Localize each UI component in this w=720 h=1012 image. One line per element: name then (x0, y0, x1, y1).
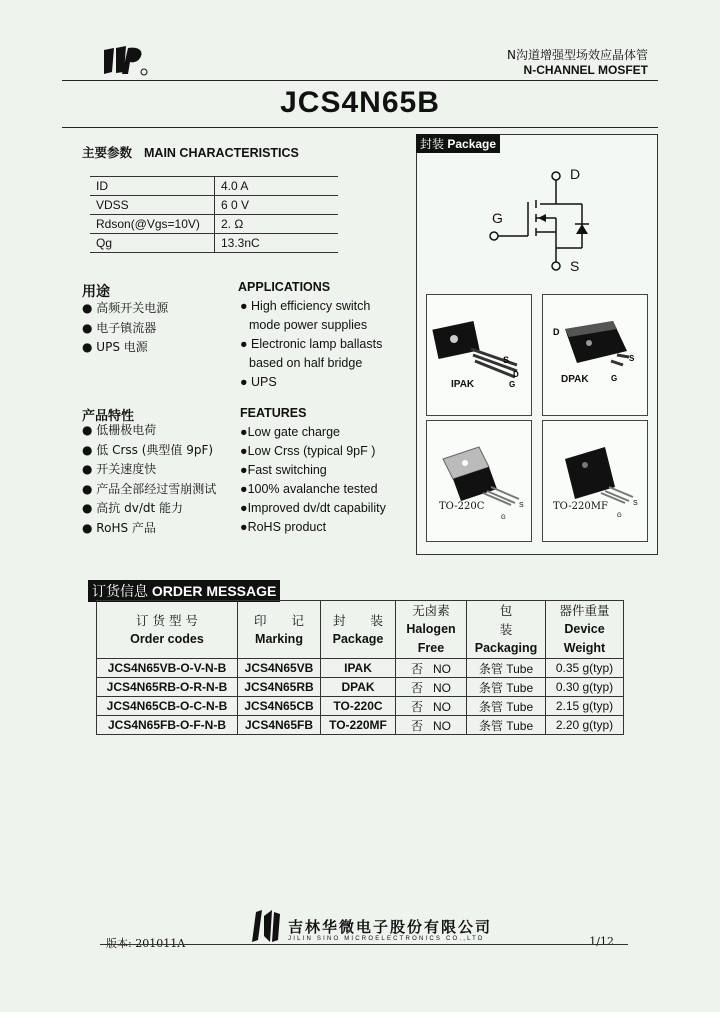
col-packaging: 包 装 Packaging (467, 601, 546, 659)
applications-list-en (240, 297, 382, 392)
package-label: IPAK (451, 379, 475, 390)
features-list-cn (82, 421, 216, 538)
pin-label-gate: G (492, 210, 503, 226)
table-row: JCS4N65FB-O-F-N-B JCS4N65FB TO-220MF 否 NO 条管 Tube 2.20 g(typ) (97, 716, 624, 735)
main-characteristics-heading: 主要参数 MAIN CHARACTERISTICS (82, 145, 299, 160)
svg-text:G: G (509, 380, 516, 389)
list-item: ● 开关速度快 (82, 462, 157, 476)
col-marking: 印 记 Marking (238, 601, 321, 659)
company-logo (100, 42, 150, 78)
package-dpak (542, 294, 648, 416)
list-item: ● RoHS 产品 (82, 520, 156, 535)
header-divider (62, 80, 658, 81)
param-row: VDSS 6 0 V (90, 196, 338, 215)
param-row: Qg 13.3nC (90, 234, 338, 253)
package-label: TO-220C (439, 501, 485, 512)
subtitle-cn: N沟道增强型场效应晶体管 (507, 48, 648, 62)
table-row: JCS4N65VB-O-V-N-B JCS4N65VB IPAK 否 NO 条管 Tube 0.35 g(typ) (97, 659, 624, 678)
table-row: JCS4N65RB-O-R-N-B JCS4N65RB DPAK 否 NO 条管 Tube 0.30 g(typ) (97, 678, 624, 697)
list-item: ● 产品全部经过雪崩测试 (82, 481, 217, 496)
param-row: ID 4.0 A (90, 177, 338, 196)
list-item: ●RoHS product (240, 520, 327, 534)
order-heading: 订货信息 ORDER MESSAGE (88, 580, 280, 602)
package-heading: 封装 Package (416, 134, 500, 153)
order-header-row (97, 601, 624, 659)
list-item: ● 高频开关电源 (82, 301, 169, 315)
ipak-chip-icon (427, 295, 531, 415)
list-item: ● 高抗 dv/dt 能力 (82, 501, 184, 515)
list-item: ● Electronic lamp ballasts (240, 337, 383, 351)
package-label: DPAK (561, 374, 589, 385)
svg-text:G: G (501, 515, 506, 521)
list-item: ● High efficiency switch (240, 299, 371, 313)
mosfet-symbol (486, 166, 606, 278)
dpak-chip-icon (543, 295, 647, 415)
pin-label-source: S (570, 258, 580, 274)
main-characteristics-table (90, 176, 338, 253)
list-item: ●Low gate charge (240, 425, 340, 439)
features-list-en (240, 423, 386, 537)
to220mf-chip-icon (543, 421, 647, 541)
subtitle-en: N-CHANNEL MOSFET (523, 63, 648, 77)
svg-text:S: S (519, 502, 524, 509)
page-number: 1/12 (589, 935, 614, 948)
list-item: ● 低 Crss (典型值 9pF) (82, 442, 214, 457)
applications-heading-en: APPLICATIONS (238, 280, 331, 294)
table-row: JCS4N65CB-O-C-N-B JCS4N65CB TO-220C 否 NO 条管 Tube 2.15 g(typ) (97, 697, 624, 716)
to220c-chip-icon (427, 421, 531, 541)
part-number-title: JCS4N65B (280, 86, 440, 119)
svg-text:S: S (633, 500, 638, 507)
pin-label-drain: D (570, 166, 581, 182)
applications-list-cn (82, 299, 168, 358)
svg-text:G: G (611, 374, 618, 383)
list-item: ●Fast switching (240, 463, 327, 477)
svg-text:G: G (617, 513, 622, 519)
list-item: ●100% avalanche tested (240, 482, 378, 496)
company-name-en: JILIN SINO MICROELECTRONICS CO.,LTD (288, 936, 485, 942)
col-package: 封 装 Package (321, 601, 396, 659)
col-weight: 器件重量 Device Weight (546, 601, 624, 659)
list-item-cont: based on half bridge (249, 356, 363, 370)
list-item: ●Low Crss (typical 9pF ) (240, 444, 376, 458)
version-label: 版本: 201011A (106, 937, 186, 950)
company-name-cn: 吉林华微电子股份有限公司 (288, 918, 493, 936)
param-row: Rdson(@Vgs=10V) 2. Ω (90, 215, 338, 234)
list-item: ● 低栅极电荷 (82, 423, 157, 437)
applications-heading-cn: 用途 (82, 284, 110, 300)
features-heading-cn: 产品特性 (82, 409, 135, 424)
col-halogen: 无卤素 Halogen Free (396, 601, 467, 659)
list-item: ● UPS (240, 375, 277, 389)
package-label: TO-220MF (553, 501, 608, 512)
list-item: ●Improved dv/dt capability (240, 501, 386, 515)
footer-divider (100, 944, 628, 945)
order-table (96, 600, 624, 735)
package-to220c (426, 420, 532, 542)
company-logo-footer (250, 906, 282, 946)
list-item-cont: mode power supplies (249, 318, 368, 332)
svg-text:D: D (553, 327, 560, 337)
col-order-code: 订 货 型 号 Order codes (97, 601, 238, 659)
package-ipak (426, 294, 532, 416)
list-item: ● 电子镇流器 (82, 320, 157, 335)
package-to220mf (542, 420, 648, 542)
title-divider (62, 127, 658, 128)
svg-text:S: S (629, 354, 635, 363)
svg-text:D: D (513, 370, 519, 379)
list-item: ● UPS 电源 (82, 340, 148, 354)
svg-text:S: S (503, 355, 510, 365)
features-heading-en: FEATURES (240, 406, 307, 420)
